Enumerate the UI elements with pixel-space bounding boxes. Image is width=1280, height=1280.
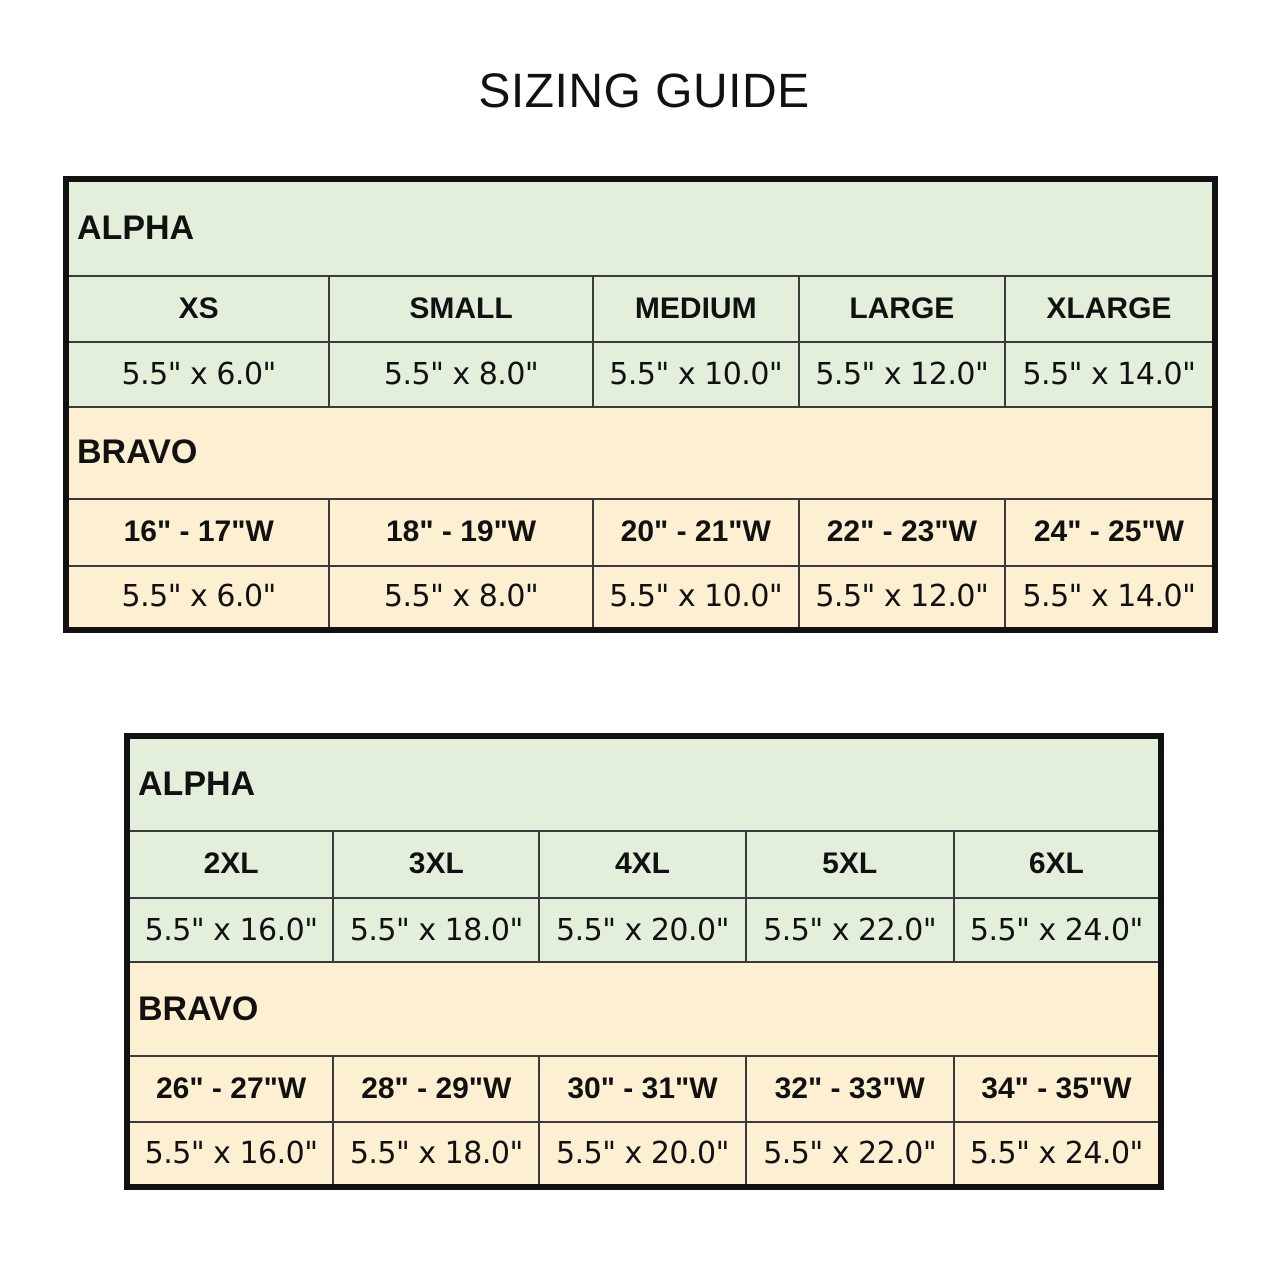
waist-header: 34" - 35"W [954, 1056, 1161, 1123]
size-dimension: 5.5" x 18.0" [333, 1122, 539, 1187]
size-header: 3XL [333, 831, 539, 898]
waist-header: 32" - 33"W [746, 1056, 954, 1123]
sizing-table [63, 176, 1218, 633]
size-dimension: 5.5" x 8.0" [329, 566, 592, 630]
size-dimension: 5.5" x 16.0" [127, 898, 333, 963]
section-label-alpha: ALPHA [127, 736, 1161, 831]
waist-header: 16" - 17"W [66, 499, 329, 565]
size-dimension: 5.5" x 22.0" [746, 898, 954, 963]
size-header: 4XL [539, 831, 745, 898]
page-title: SIZING GUIDE [478, 65, 810, 118]
size-header: 6XL [954, 831, 1161, 898]
size-header: 5XL [746, 831, 954, 898]
size-dimension: 5.5" x 10.0" [593, 566, 799, 630]
size-header: 2XL [127, 831, 333, 898]
section-label-alpha: ALPHA [66, 179, 1215, 276]
waist-header: 20" - 21"W [593, 499, 799, 565]
size-dimension: 5.5" x 8.0" [329, 342, 592, 406]
sizing-table [124, 733, 1164, 1190]
waist-header: 22" - 23"W [799, 499, 1005, 565]
size-dimension: 5.5" x 14.0" [1005, 342, 1215, 406]
waist-header: 28" - 29"W [333, 1056, 539, 1123]
size-dimension: 5.5" x 24.0" [954, 1122, 1161, 1187]
size-dimension: 5.5" x 18.0" [333, 898, 539, 963]
size-dimension: 5.5" x 20.0" [539, 1122, 745, 1187]
size-dimension: 5.5" x 22.0" [746, 1122, 954, 1187]
size-dimension: 5.5" x 16.0" [127, 1122, 333, 1187]
size-dimension: 5.5" x 20.0" [539, 898, 745, 963]
size-dimension: 5.5" x 6.0" [66, 342, 329, 406]
size-dimension: 5.5" x 14.0" [1005, 566, 1215, 630]
section-label-bravo: BRAVO [66, 407, 1215, 500]
size-header: XLARGE [1005, 276, 1215, 342]
size-dimension: 5.5" x 6.0" [66, 566, 329, 630]
size-header: XS [66, 276, 329, 342]
waist-header: 30" - 31"W [539, 1056, 745, 1123]
size-dimension: 5.5" x 12.0" [799, 566, 1005, 630]
section-label-bravo: BRAVO [127, 962, 1161, 1055]
size-dimension: 5.5" x 12.0" [799, 342, 1005, 406]
waist-header: 26" - 27"W [127, 1056, 333, 1123]
size-header: MEDIUM [593, 276, 799, 342]
waist-header: 24" - 25"W [1005, 499, 1215, 565]
size-header: SMALL [329, 276, 592, 342]
size-dimension: 5.5" x 10.0" [593, 342, 799, 406]
size-header: LARGE [799, 276, 1005, 342]
waist-header: 18" - 19"W [329, 499, 592, 565]
size-dimension: 5.5" x 24.0" [954, 898, 1161, 963]
